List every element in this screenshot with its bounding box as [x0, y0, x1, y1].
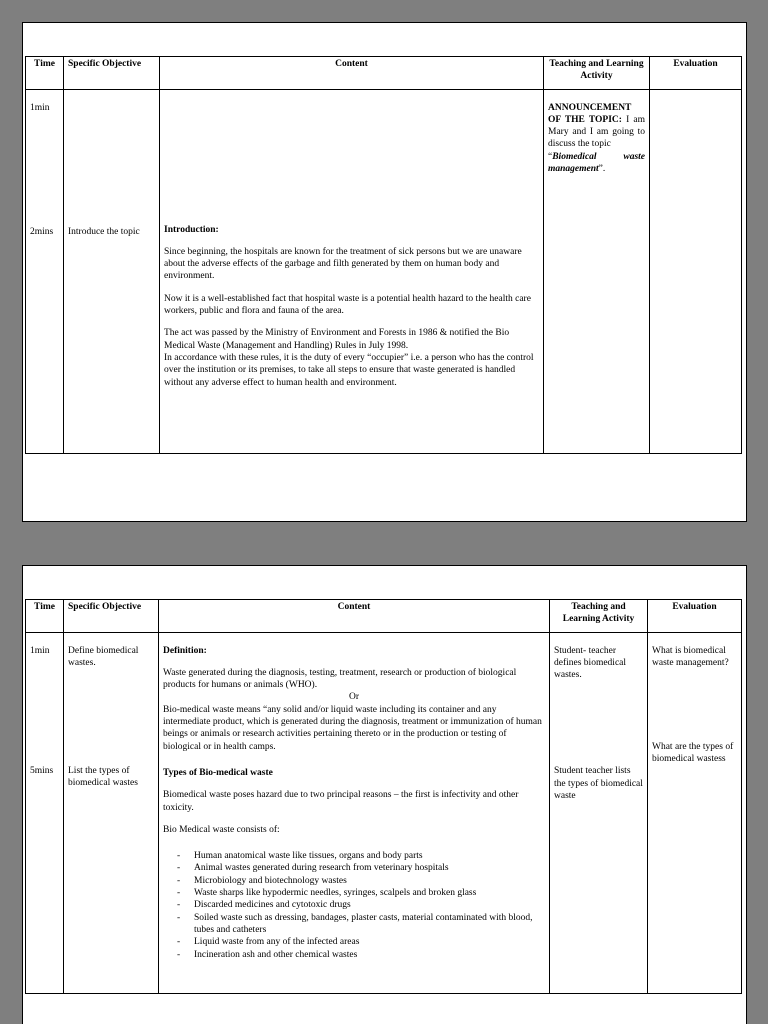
- time-cell: [26, 632, 64, 993]
- definition-heading: Definition:: [163, 645, 207, 656]
- list-item: - Waste sharps like hypodermic needles, syringes, scalpels and broken glass: [177, 887, 545, 899]
- objective-define: Define biomedical wastes.: [68, 645, 139, 668]
- page-gap: [0, 522, 768, 565]
- objective-list-types: List the types of biomedical wastes: [68, 766, 138, 789]
- header-objective: Specific Objective: [64, 600, 159, 633]
- lesson-plan-table-1: [25, 56, 742, 454]
- table-row: [26, 89, 742, 453]
- objective-cell: [64, 89, 160, 453]
- list-item: - Liquid waste from any of the infected areas: [177, 936, 545, 948]
- time-2mins: 2mins: [30, 226, 54, 237]
- activity-define: Student- teacher defines biomedical wastes.: [554, 645, 627, 681]
- content-cell: [159, 632, 550, 993]
- topic-quote-open: “: [548, 151, 553, 162]
- lesson-plan-table-2: [25, 599, 742, 994]
- list-item: - Soiled waste such as dressing, bandages, plaster casts, material contaminated with blood, tubes and catheters: [177, 912, 545, 937]
- evaluation-question-1: What is biomedical waste management?: [652, 645, 729, 668]
- document-page-2: [22, 565, 747, 1024]
- header-evaluation: Evaluation: [650, 57, 742, 90]
- time-1min: 1min: [30, 102, 50, 113]
- activity-cell: [544, 89, 650, 453]
- header-activity: Teaching and Learning Activity: [550, 600, 648, 633]
- intro-heading: Introduction:: [164, 224, 219, 235]
- evaluation-cell: [650, 89, 742, 453]
- time-1min: 1min: [30, 645, 50, 656]
- topic-quote-close: ”.: [598, 164, 606, 175]
- table-header-row: [26, 600, 742, 633]
- list-item: - Discarded medicines and cytotoxic drugs: [177, 899, 545, 911]
- document-page-1: [22, 22, 747, 522]
- intro-paragraph-3a: The act was passed by the Ministry of Environment and Forests in 1986 & notified the Bio Medical Waste (Management and Handling) Rules in July 1998.: [164, 328, 510, 351]
- evaluation-cell: [648, 632, 742, 993]
- header-activity: Teaching and Learning Activity: [544, 57, 650, 90]
- time-cell: [26, 89, 64, 453]
- definition-paragraph-2: Bio-medical waste means “any solid and/or liquid waste including its container and any intermediate product, which is generated during the diagnosis, treatment or immunization of human beings or animals or research activities pertaining thereto or in the production or testing of biological or in health camps.: [163, 704, 542, 752]
- waste-types-list: [177, 850, 545, 961]
- content-cell: [160, 89, 544, 453]
- activity-list-types: Student teacher lists the types of biomedical waste: [554, 766, 643, 802]
- objective-cell: [64, 632, 159, 993]
- header-time: Time: [26, 600, 64, 633]
- header-time: Time: [26, 57, 64, 90]
- list-item: - Microbiology and biotechnology wastes: [177, 875, 545, 887]
- list-item: - Animal wastes generated during research from veterinary hospitals: [177, 862, 545, 874]
- header-objective: Specific Objective: [64, 57, 160, 90]
- definition-or: Or: [348, 692, 360, 703]
- intro-paragraph-1: Since beginning, the hospitals are known for the treatment of sick persons but we are unaware about the adverse effects of the garbage and filth generated by them on human body and environment.: [164, 246, 522, 282]
- intro-paragraph-2: Now it is a well-established fact that hospital waste is a potential health hazard to the health care workers, public and flora and fauna of the area.: [164, 293, 531, 317]
- header-content: Content: [159, 600, 550, 633]
- table-header-row: [26, 57, 742, 90]
- objective-intro: Introduce the topic: [68, 226, 140, 237]
- activity-cell: [550, 632, 648, 993]
- intro-paragraph-3b: In accordance with these rules, it is the duty of every “occupier” i.e. a person who has the control over the institution or its premises, to take all steps to ensure that waste generated is handled without any adverse effect to human health and environment.: [164, 352, 534, 388]
- types-paragraph-1: Biomedical waste poses hazard due to two principal reasons – the first is infectivity and other toxicity.: [163, 790, 519, 813]
- page-gap-top: [0, 0, 768, 22]
- evaluation-question-2: What are the types of biomedical wastess: [652, 742, 734, 765]
- definition-paragraph-1: Waste generated during the diagnosis, testing, treatment, research or production of biological products for humans or animals (WHO).: [163, 667, 517, 691]
- list-item: - Human anatomical waste like tissues, organs and body parts: [177, 850, 545, 862]
- list-item: - Incineration ash and other chemical wastes: [177, 949, 545, 961]
- announcement-text: I am Mary and I am going to discuss the topic: [548, 114, 645, 150]
- time-5mins: 5mins: [30, 765, 54, 776]
- table-row: [26, 632, 742, 993]
- header-evaluation: Evaluation: [648, 600, 742, 633]
- types-heading: Types of Bio-medical waste: [163, 767, 273, 778]
- types-paragraph-2: Bio Medical waste consists of:: [163, 824, 280, 835]
- announcement-topic: Biomedical waste management: [548, 151, 645, 175]
- header-content: Content: [160, 57, 544, 90]
- announcement-heading: ANNOUNCEMENT OF THE TOPIC:: [548, 102, 632, 125]
